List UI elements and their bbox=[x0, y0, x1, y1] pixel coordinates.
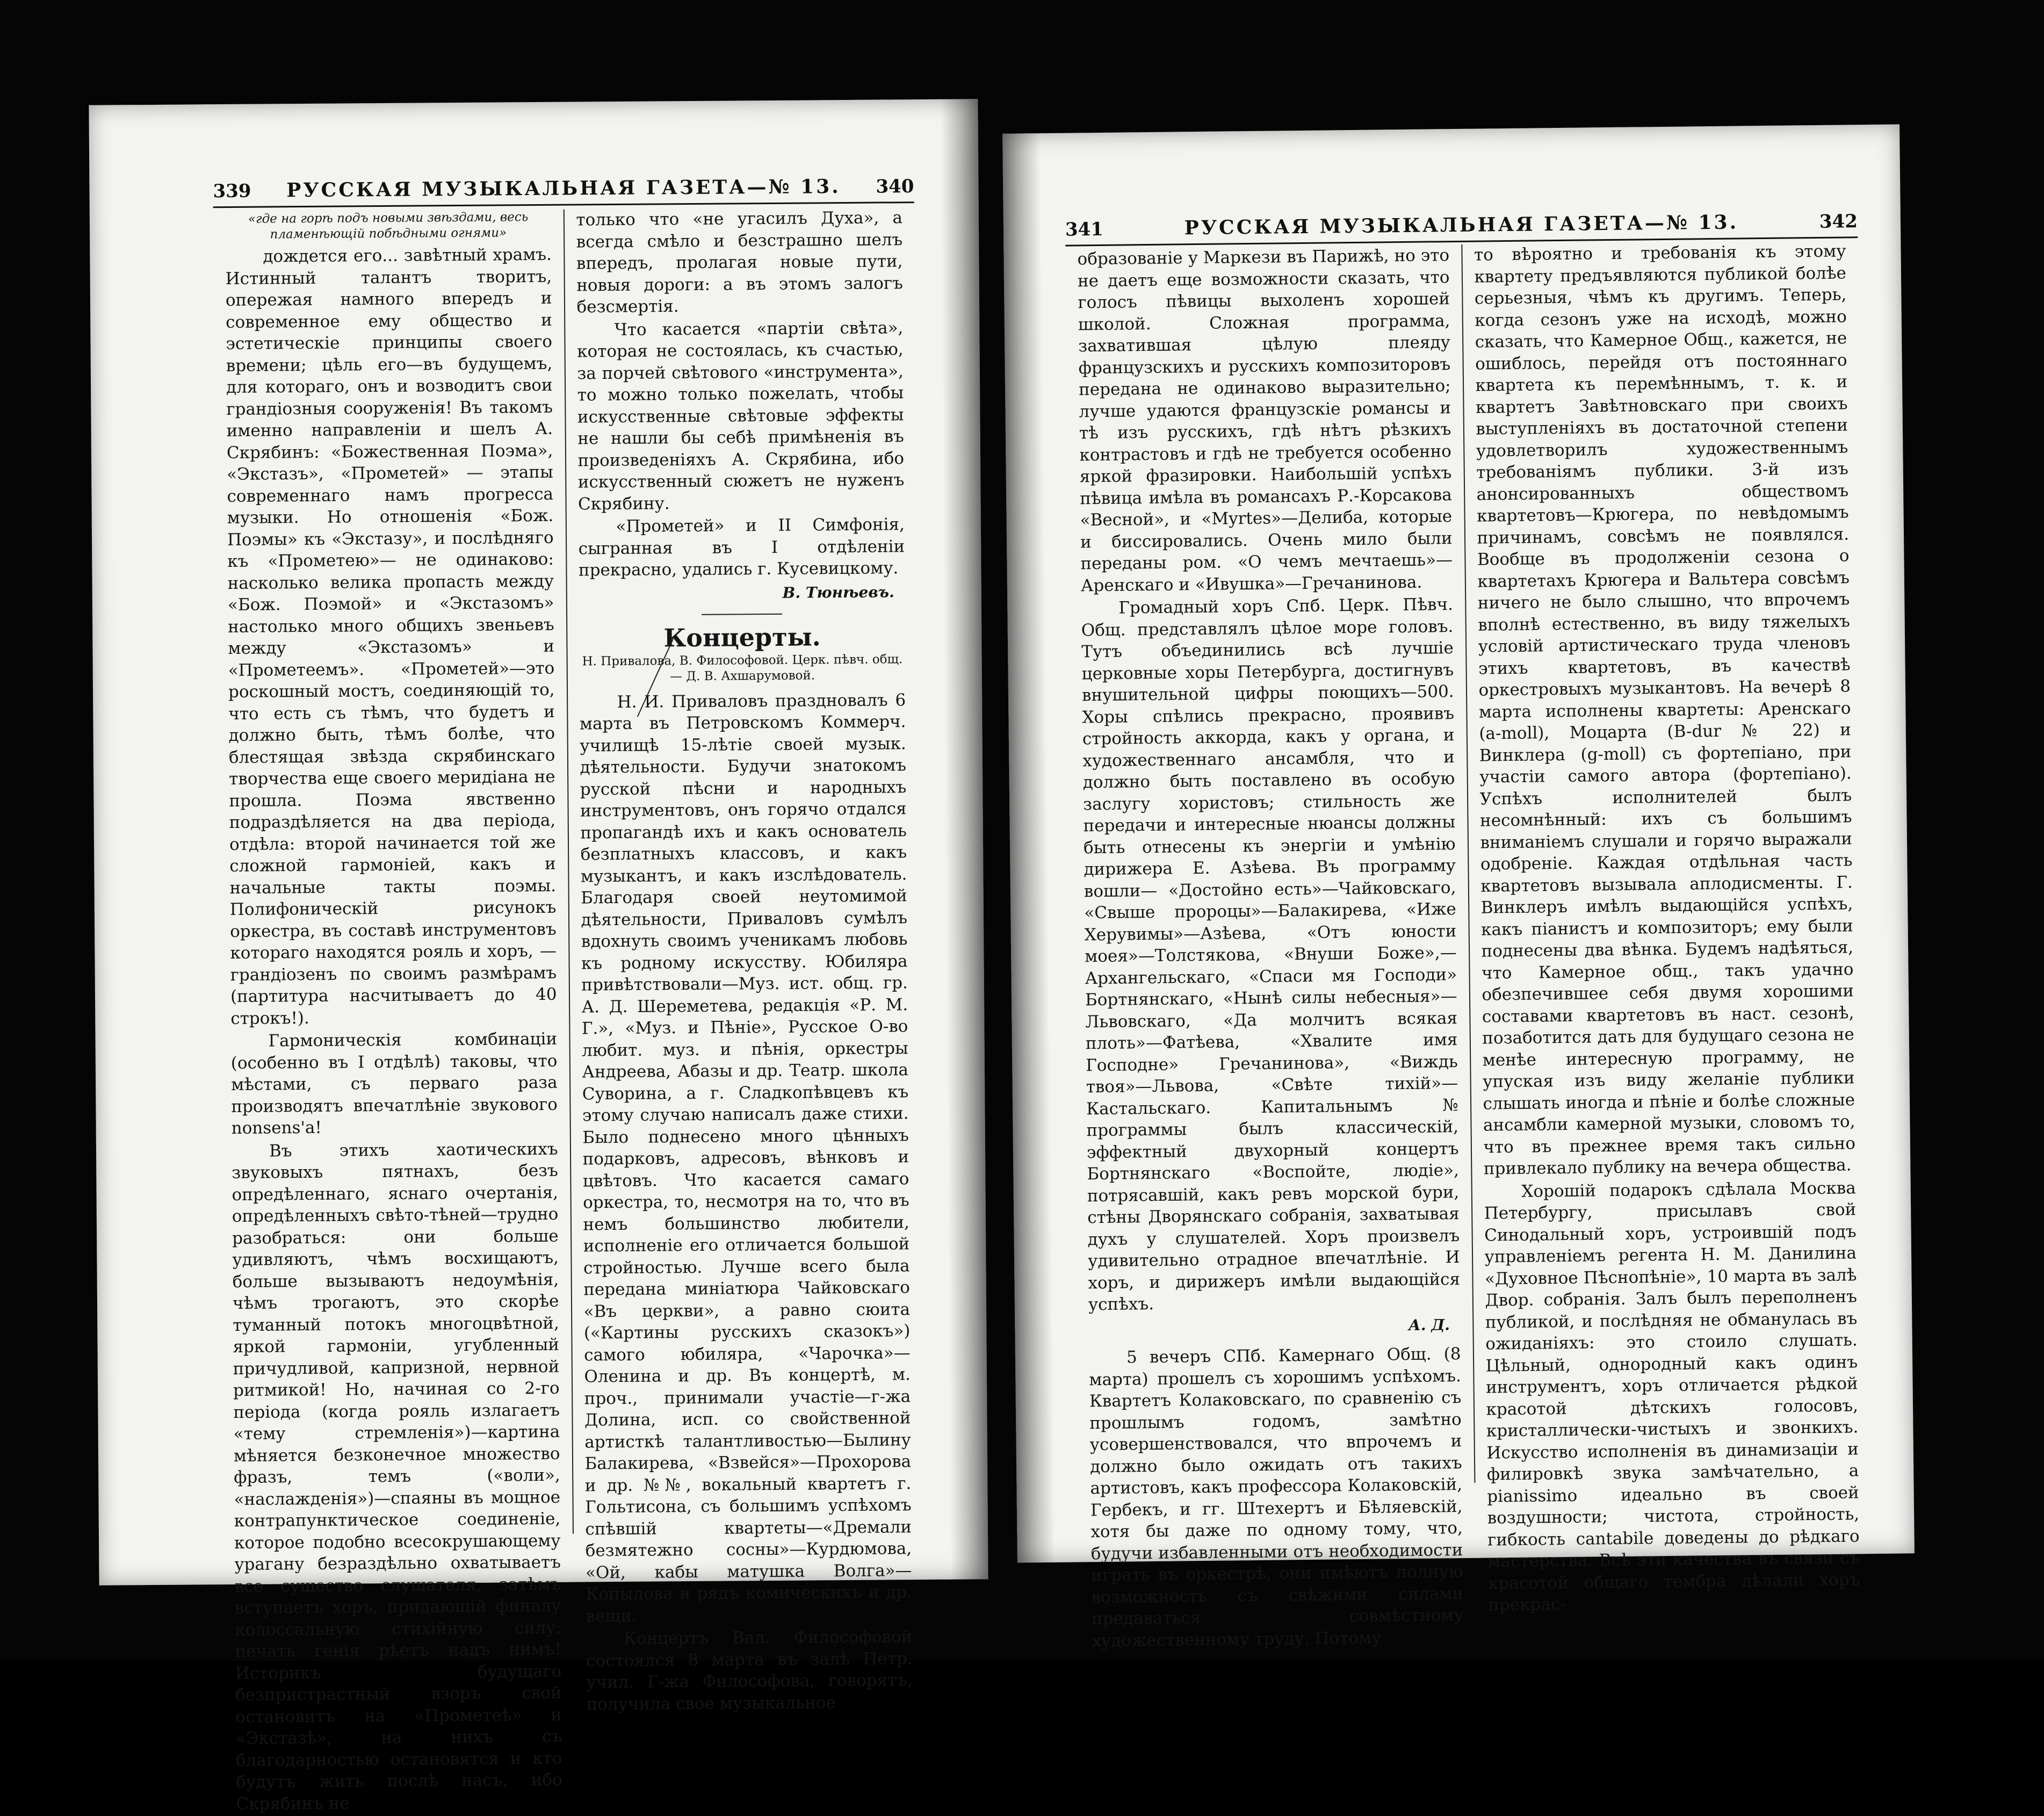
page-number-right: 342 bbox=[1819, 211, 1858, 233]
section-title: Концерты. bbox=[663, 622, 821, 653]
paragraph: Въ этихъ хаотическихъ звуковыхъ пятнахъ, безъ опредѣленнаго, яснаго очертанія, опредѣленныхъ свѣто-тѣней—трудно разобраться: они больше удивляютъ, чѣмъ восхищаютъ, больше вызываютъ недоумѣнія, чѣмъ трогаютъ, это скорѣе туманный потокъ многоцвѣтной, яркой гармоніи, угубленный причудливой, капризной, нервной ритмикой! Но, начиная со 2-го періода (когда рояль излагаетъ «тему стремленія»)—картина мѣняется безконечное множество фразъ, темъ («воли», «наслажденія»)—спаяны въ мощное контрапунктическое соединеніе, которое подобно всесокрушающему урагану безраздѣльно охватываетъ все существо слушателя, затѣмъ вступаетъ хоръ, придающій финалу колоссальную стихійную силу: печать генія рѣетъ надъ нимъ! Историкъ будущаго безпристрастный взоръ свой остановитъ на «Прометеѣ» и «Экстазѣ», на нихъ съ благодарностью остановятся и кто будутъ жить послѣ насъ, ибо Скрябинъ не bbox=[232, 1139, 562, 1814]
paragraph: Хорошій подарокъ сдѣлала Москва Петербургу, присылавъ свой Синодальный хоръ, устроившій подъ управленіемъ регента Н. М. Данилина «Духовное Пѣснопѣніе», 10 марта въ залѣ Двор. собранія. Залъ былъ переполненъ публикой, и послѣдняя не обманулась въ ожиданіяхъ: это стоило слушать. Цѣльный, однородный какъ одинъ инструментъ, хоръ отличается рѣдкой красотой дѣтскихъ голосовъ, кристаллически-чистыхъ и звонкихъ. Искусство исполненія въ динамизаціи и филировкѣ звука замѣчательно, а pianissimo идеально въ своей воздушности; чистота, стройность, гибкость cantabile доведены до рѣдкаго мастерства. Всѣ эти качества въ связи съ красотой общаго тембра дѣлали хоръ прекрас- bbox=[1484, 1178, 1860, 1615]
journal-title: РУССКАЯ МУЗЫКАЛЬНАЯ ГАЗЕТА—№ 13. bbox=[1184, 211, 1739, 240]
right-page bbox=[1002, 124, 1915, 1651]
page-header bbox=[1065, 194, 1858, 246]
epigraph: «где на горѣ подъ новыми звѣздами, весь пламенѣющій побѣдными огнями» bbox=[248, 210, 529, 242]
author-signature: А. Д. bbox=[1408, 1315, 1450, 1334]
section-subtitle: Н. Привалова, В. Философовой. Церк. пѣвч. общ.— Д. В. Ахшарумовой. bbox=[582, 652, 903, 683]
paragraph: только что «не угасилъ Духа», а всегда смѣло и безстрашно шелъ впередъ, пролагая новые пути, новыя дороги: а въ этомъ залогъ безсмертія. bbox=[576, 208, 903, 317]
column-2 bbox=[563, 207, 923, 1714]
paragraph: 5 вечеръ СПб. Камернаго Общ. (8 марта) прошелъ съ хорошимъ успѣхомъ. Квартетъ Колаковскаго, по сравненію съ прошлымъ годомъ, замѣтно усовершенствовался, что впрочемъ и должно было ожидать отъ такихъ артистовъ, какъ профессора Колаковскій, Гербекъ, и гг. Штехертъ и Бѣляевскій, хотя бы даже по одному тому, что, будучи избавленными отъ необходимости играть въ оркестрѣ, они имѣютъ полную возможность съ свѣжими силами предаваться совмѣстному художественному труду. Потому bbox=[1089, 1344, 1464, 1651]
paragraph: «Прометей» и II Симфонія, сыгранная въ I отдѣленіи прекрасно, удались г. Кусевицкому. bbox=[578, 515, 905, 580]
paragraph: Н. И. Приваловъ праздновалъ 6 марта въ Петровскомъ Коммерч. училищѣ 15-лѣтіе своей музык. дѣятельности. Будучи знатокомъ русской пѣсни и народныхъ инструментовъ, онъ горячо отдался пропагандѣ ихъ и какъ основатель безплатныхъ классовъ, и какъ музыкантъ, и какъ изслѣдователь. Благодаря своей неутомимой дѣятельности, Приваловъ сумѣлъ вдохнуть своимъ ученикамъ любовь къ родному искусству. Юбиляра привѣтствовали—Муз. ист. общ. гр. А. Д. Шереметева, редакція «Р. М. Г.», «Муз. и Пѣніе», Русское О-во любит. муз. и пѣнія, оркестры Андреева, Абазы и др. Театр. школа Суворина, а г. Сладкопѣвцевъ къ этому случаю написалъ даже стихи. Было поднесено много цѣнныхъ подарковъ, адресовъ, вѣнковъ и цвѣтовъ. Что касается самаго оркестра, то, несмотря на то, что въ немъ большинство любители, исполненіе его отличается большой стройностью. Лучше всего была передана миніатюра Чайковскаго «Въ церкви», а равно сюита («Картины русскихъ сказокъ») самого юбиляра, «Чарочка»—Оленина и др. Въ концертѣ, м. проч., принимали участіе—г-жа Долина, исп. со свойственной артисткѣ талантливостью—Былину Балакирева, «Взвейся»—Прохорова и др. №№, вокальный квартетъ г. Гольтисона, съ большимъ успѣхомъ спѣвшій квартеты—«Дремали безмятежно сосны»—Курдюмова, «Ой, кабы матушка Волга»—Копылова и рядъ комическихъ и др. вещи. bbox=[579, 690, 912, 1626]
page-number-left: 339 bbox=[213, 180, 251, 203]
paragraph: дождется его... завѣтный храмъ. Истинный талантъ творитъ, опережая намного впередъ и современное ему общество и эстетическіе принципы своего времени; цѣль его—въ будущемъ, для котораго, онъ и возводитъ свои грандіозныя сооруженія! Въ такомъ именно направленіи и шелъ А. Скрябинъ: «Божественная Поэма», «Экстазъ», «Прометей» — этапы современнаго намъ прогресса музыки. Но отношенія «Бож. Поэмы» къ «Экстазу», и послѣдняго къ «Прометею»— не одинаково: насколько велика пропасть между «Бож. Поэмой» и «Экстазомъ» настолько много общихъ звеньевъ между «Экстазомъ» и «Прометеемъ». «Прометей»—это роскошный мостъ, соединяющій то, что есть съ тѣмъ, что будетъ и должно быть, тѣмъ болѣе, что блестящая звѣзда скрябинскаго творчества еще своего меридіана не прошла. Поэма явственно подраздѣляется на два періода, отдѣла: второй начинается той же сложной гармоніей, какъ и начальные такты поэмы. Полифоническій рисунокъ оркестра, въ составѣ инструментовъ котораго находятся рояль и хоръ, — грандіозенъ по своимъ размѣрамъ (партитура насчитываетъ до 40 строкъ!). bbox=[225, 244, 557, 1028]
column-2 bbox=[1461, 240, 1871, 1615]
paragraph: Что касается «партіи свѣта», которая не состоялась, къ счастью, за порчей свѣтового «инструмента», то можно только пожелать, чтобы искусственные свѣтовые эффекты не нашли бы себѣ примѣненія въ произведеніяхъ А. Скрябина, ибо искусственный сюжетъ не нуженъ Скрябину. bbox=[577, 318, 905, 514]
page-header bbox=[213, 160, 914, 208]
paragraph: Громадный хоръ Спб. Церк. Пѣвч. Общ. представлялъ цѣлое море головъ. Тутъ объединились всѣ лучшіе церковные хоры Петербурга, достигнувъ внушительной цифры поющихъ—500. Хоры спѣлись прекрасно, проявивъ стройность аккорда, какъ у органа, и художественнаго ансамбля, что и должно быть поставлено въ особую заслугу хористовъ; стильность же передачи и интересные нюансы должны быть отнесены къ энергіи и умѣнію дирижера Е. Азѣева. Въ программу вошли— «Достойно есть»—Чайковскаго, «Свыше пророцы»—Балакирева, «Иже Херувимы»—Азѣева, «Отъ юности моея»—Толстякова, «Внуши Боже»,—Архангельскаго, «Спаси мя Господи» Бортнянскаго, «Нынѣ силы небесныя»—Львовскаго, «Да молчитъ всякая плоть»—Фатѣева, «Хвалите имя Господне» Гречанинова», «Виждь твоя»—Львова, «Свѣте тихій»—Кастальскаго. Капитальнымъ № программы былъ классическій, эффектный двухорный концертъ Бортнянскаго «Воспойте, людіе», потрясавшій, какъ ревъ морской бури, стѣны Дворянскаго собранія, захватывая духъ у слушателей. Хоръ произвелъ удивительно отрадное впечатлѣніе. И хоръ, и дирижеръ имѣли выдающійся успѣхъ. bbox=[1081, 595, 1461, 1315]
paragraph: Гармоническія комбинаціи (особенно въ I отдѣлѣ) таковы, что мѣстами, съ перваго раза производятъ впечатлѣніе звукового nonsens'a! bbox=[230, 1029, 558, 1138]
author-signature: В. Тюнѣевъ. bbox=[782, 582, 894, 602]
left-page bbox=[89, 99, 988, 1814]
page-number-right: 340 bbox=[876, 176, 914, 198]
column-1 bbox=[213, 210, 573, 1814]
paragraph: Концертъ Вал. Философовой состоялся 8 марта въ залѣ Петр. учил. Г-жа Философова, говорятъ, получила свое музыкальное bbox=[586, 1627, 913, 1714]
section-divider bbox=[702, 614, 782, 615]
text-columns bbox=[213, 207, 923, 1814]
paragraph: образованіе у Маркези въ Парижѣ, но это не даетъ еще возможности сказать, что голосъ пѣвицы выхоленъ хорошей школой. Сложная программа, захватившая цѣлую плеяду французскихъ и русскихъ композиторовъ передана не одинаково выразительно; лучше удаются французскіе романсы и тѣ изъ русскихъ, гдѣ нѣтъ рѣзкихъ контрастовъ и гдѣ не требуется особенно яркой фразировки. Наибольшій успѣхъ пѣвица имѣла въ романсахъ Р.-Корсакова «Весной», и «Myrtes»—Делиба, которые и биссировались. Очень мило были переданы ром. «О чемъ мечтаешь»—Аренскаго и «Ивушка»—Гречанинова. bbox=[1077, 246, 1453, 595]
text-columns bbox=[1065, 240, 1870, 1651]
column-1 bbox=[1065, 244, 1474, 1651]
paragraph: то вѣроятно и требованія къ этому квартету предъявляются публикой болѣе серьезныя, чѣмъ къ другимъ. Теперь, когда сезонъ уже на исходѣ, можно сказать, что Камерное Общ., кажется, не ошиблось, перейдя отъ постояннаго квартета къ перемѣннымъ, т. к. и квартетъ Завѣтновскаго при своихъ выступленіяхъ въ достаточной степени удовлетворилъ художественнымъ требованіямъ публики. 3-й изъ анонсированныхъ обществомъ квартетовъ—Крюгера, по невѣдомымъ причинамъ, совсѣмъ не появлялся. Вообще въ продолженіи сезона о квартетахъ Крюгера и Вальтера совсѣмъ ничего не было слышно, что впрочемъ вполнѣ естественно, въ виду тяжелыхъ условій артистическаго труда членовъ этихъ квартетовъ, въ качествѣ оркестровыхъ музыкантовъ. На вечерѣ 8 марта исполнены квартеты: Аренскаго (a-moll), Моцарта (B-dur № 22) и Винклера (g-moll) съ фортепіано, при участіи самого автора (фортепіано). Успѣхъ исполнителей былъ несомнѣнный: ихъ съ большимъ вниманіемъ слушали и горячо выражали одобреніе. Каждая отдѣльная часть квартетовъ вызывала аплодисменты. Г. Винклеръ имѣлъ выдающійся успѣхъ, какъ піанистъ и композиторъ; ему были поднесены два вѣнка. Будемъ надѣяться, что Камерное общ., такъ удачно обезпечившее себя двумя хорошими составами квартетовъ въ наст. сезонѣ, позаботится дать для будущаго сезона не менѣе интересную программу, не упуская изъ виду желаніе публики слышать иногда и пѣніе и болѣе сложные ансамбли камерной музыки, словомъ то, что въ прежнее время такъ сильно привлекало публику на вечера общества. bbox=[1474, 241, 1856, 1179]
journal-title: РУССКАЯ МУЗЫКАЛЬНАЯ ГАЗЕТА—№ 13. bbox=[286, 175, 841, 202]
page-number-left: 341 bbox=[1065, 218, 1104, 241]
